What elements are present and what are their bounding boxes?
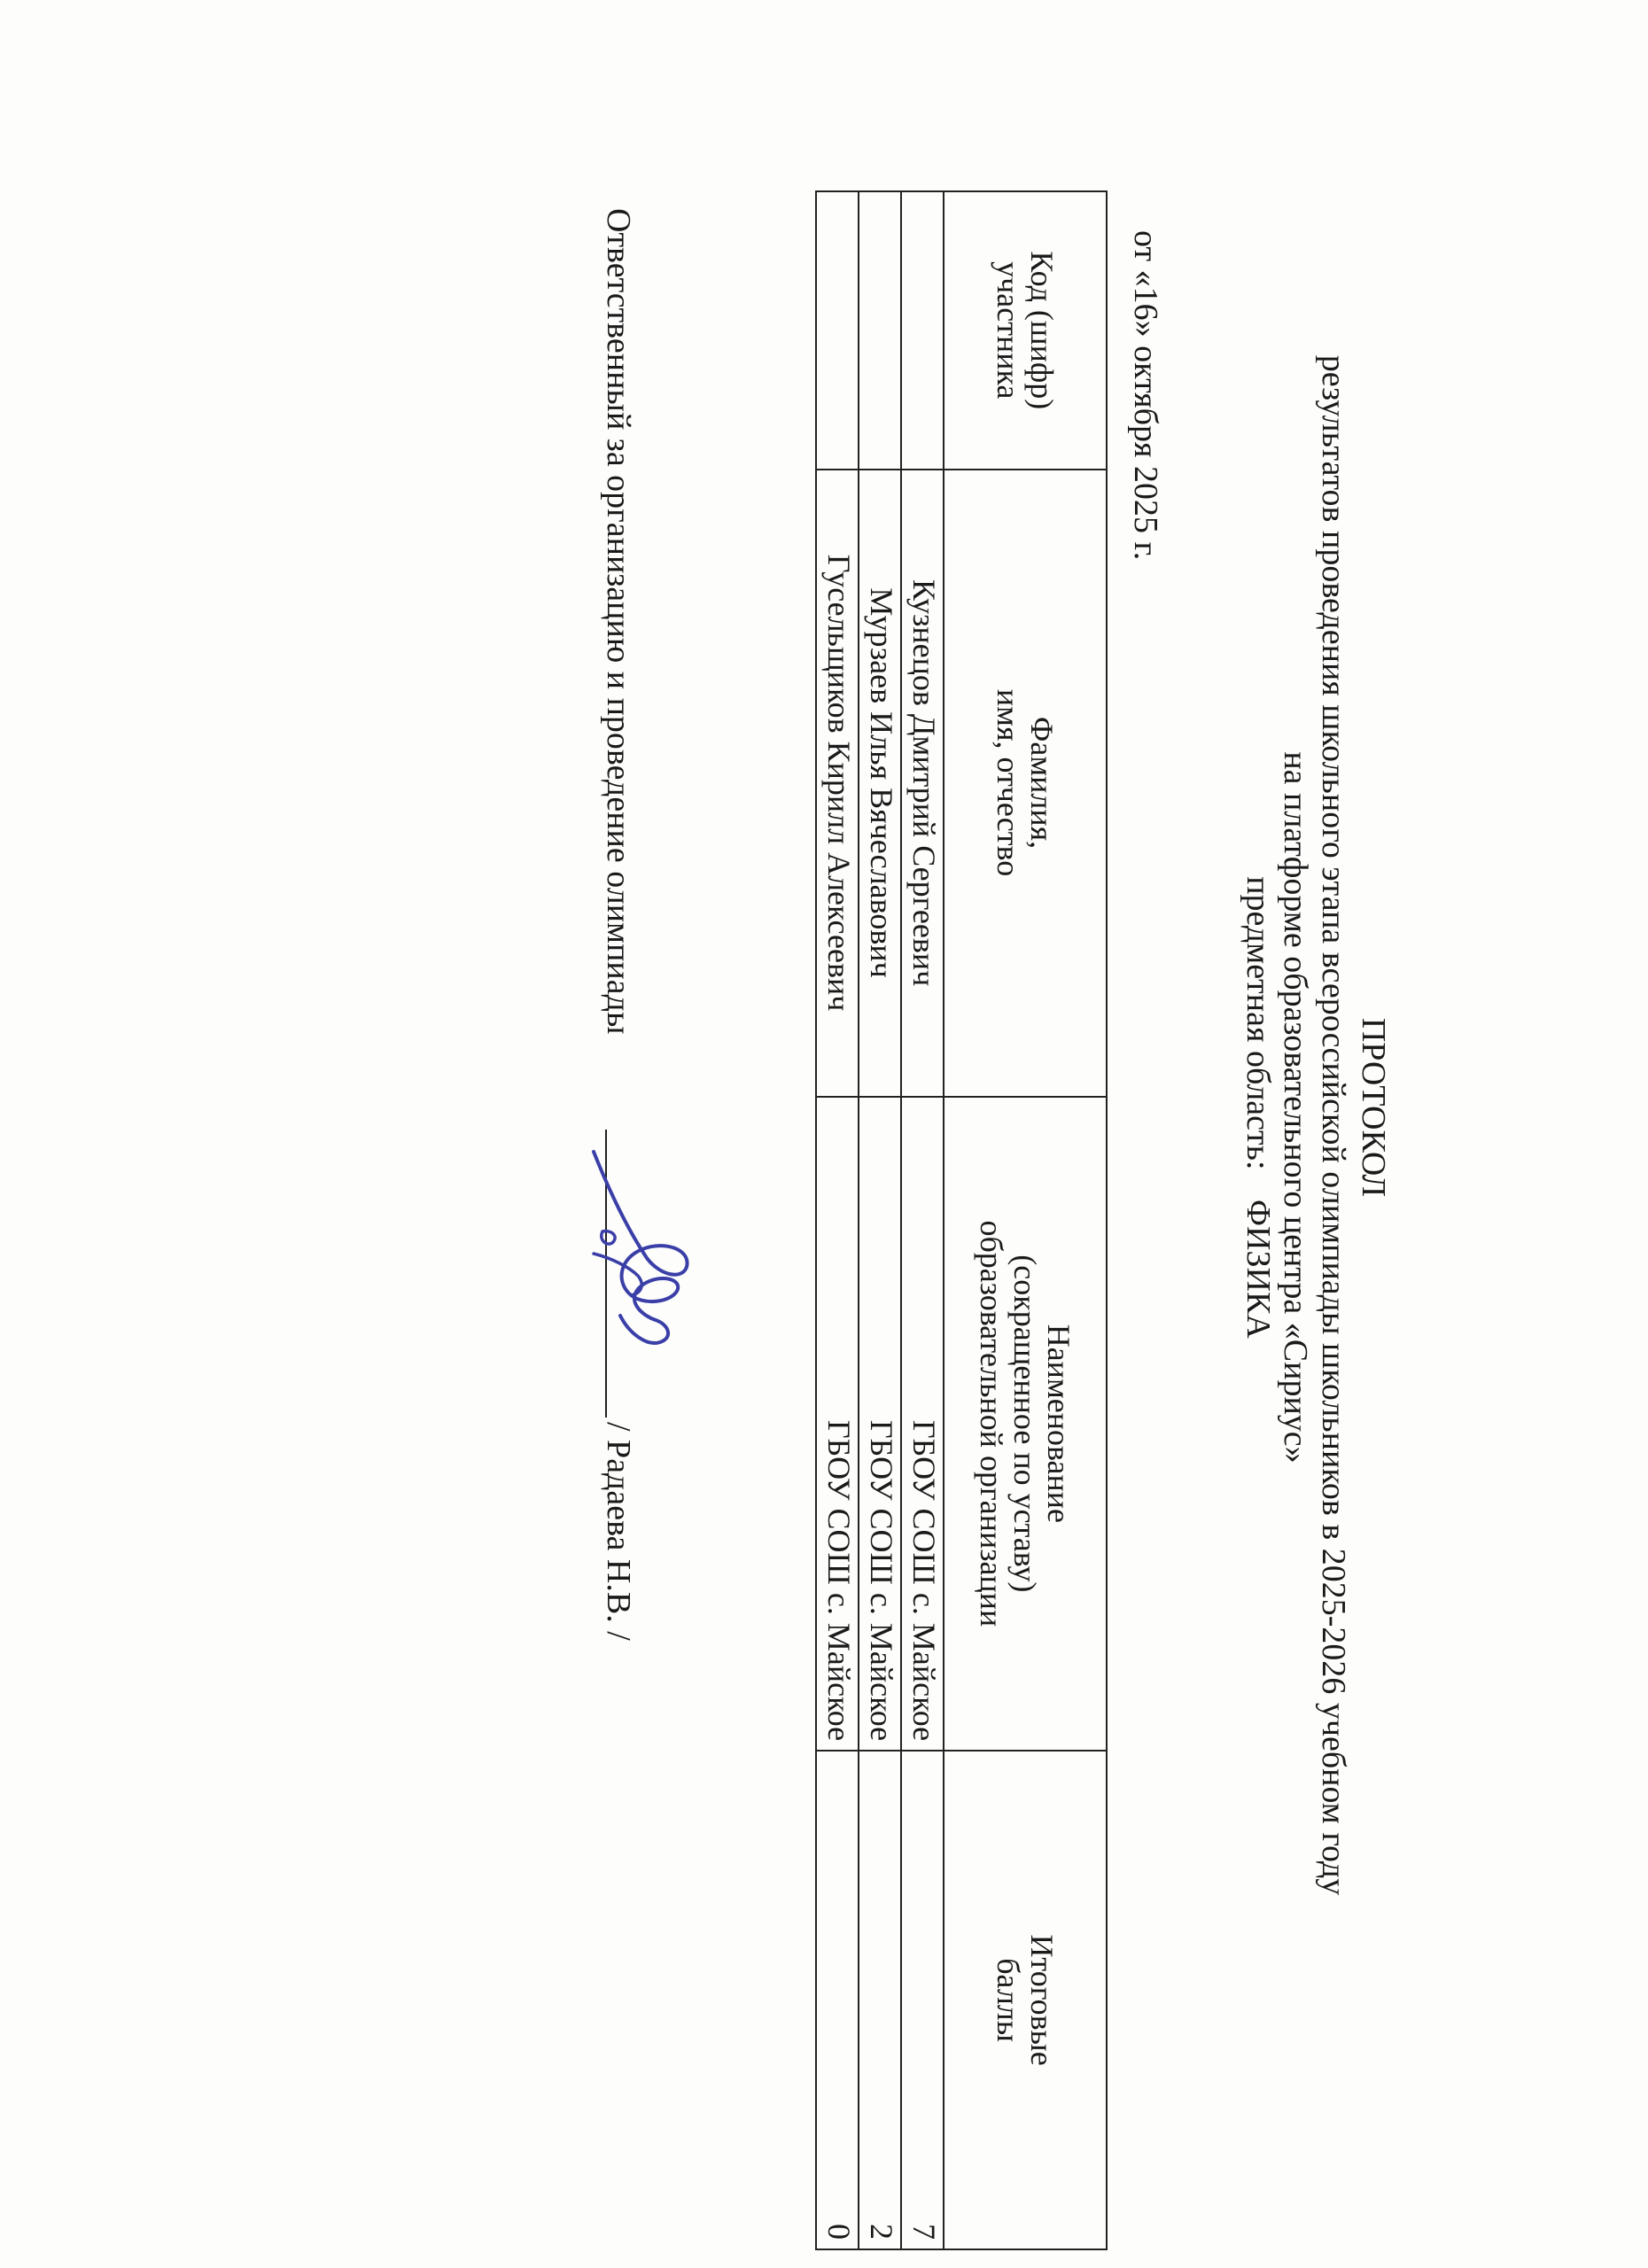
- document-subtitle-line2: на платформе образовательного центра «Сириус»: [1277, 751, 1314, 1464]
- cell-code: [859, 191, 901, 470]
- document-subtitle-line1: результатов проведения школьного этапа всероссийской олимпиады школьников в 2025-2026 учебном году: [1315, 354, 1352, 1896]
- cell-score: 7: [901, 1751, 944, 2249]
- cell-organization: ГБОУ СОШ с. Майское: [901, 1097, 944, 1751]
- cell-code: [901, 191, 944, 470]
- cell-organization: ГБОУ СОШ с. Майское: [859, 1097, 901, 1751]
- table-row: [816, 191, 859, 2249]
- handwritten-signature-icon: [567, 1125, 727, 1391]
- cell-score: 0: [816, 1751, 859, 2249]
- responsible-label: Ответственный за организацию и проведение олимпиады: [600, 208, 637, 1035]
- cell-name: Кузнецов Дмитрий Сергеевич: [901, 470, 944, 1097]
- document-date: от «16» октября 2025 г.: [1127, 230, 1164, 561]
- cell-code: [816, 191, 859, 470]
- column-header-code: Код (шифр) участника: [944, 191, 1107, 470]
- column-header-score: Итоговые баллы: [944, 1751, 1107, 2249]
- column-header-name: Фамилия, имя, отчество: [944, 470, 1107, 1097]
- responsible-name: / Радаева Н.В. /: [600, 1422, 637, 1641]
- results-table: [815, 190, 1108, 2250]
- subject-label: предметная область:: [1240, 876, 1277, 1170]
- table-row: [901, 191, 944, 2249]
- table-row: [859, 191, 901, 2249]
- document-heading: ПРОТОКОЛ: [1355, 1017, 1392, 1198]
- cell-organization: ГБОУ СОШ с. Майское: [816, 1097, 859, 1751]
- cell-name: Гусельщиков Кирилл Алексеевич: [816, 470, 859, 1097]
- table-header-row: [944, 191, 1107, 2249]
- subject-value: ФИЗИКА: [1240, 1200, 1277, 1339]
- cell-score: 2: [859, 1751, 901, 2249]
- column-header-organization: Наименование (сокращенное по уставу) образовательной организации: [944, 1097, 1107, 1751]
- subject-line: [1240, 0, 1276, 2215]
- cell-name: Мурзаев Илья Вячеславович: [859, 470, 901, 1097]
